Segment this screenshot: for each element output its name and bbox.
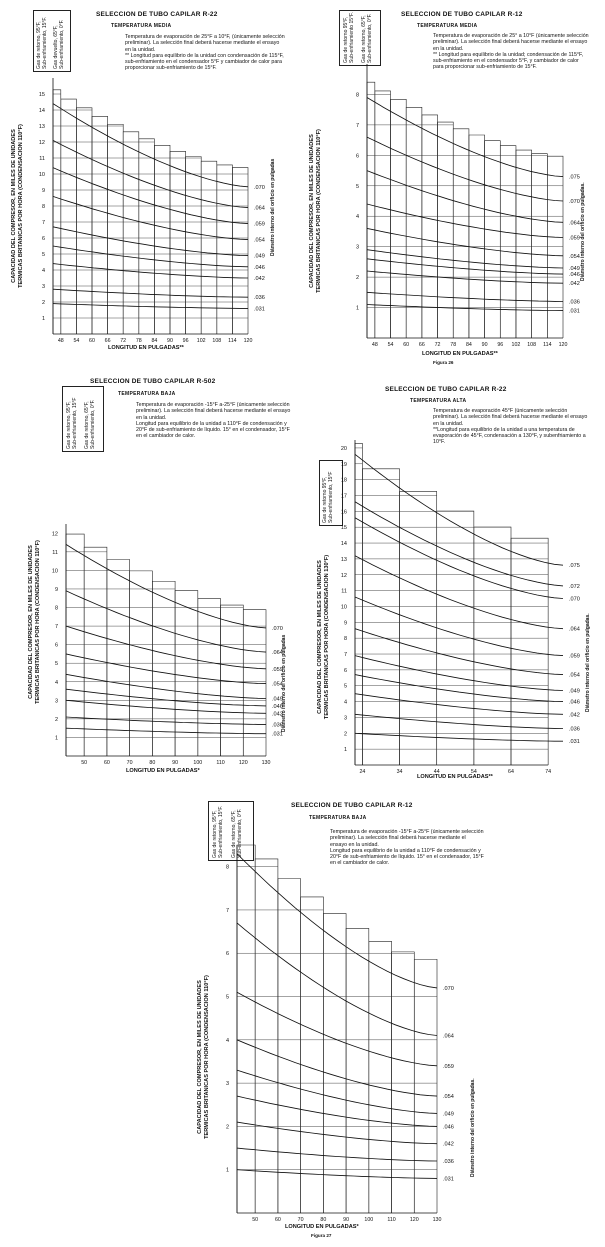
x-tick-label: 96: [497, 342, 504, 348]
series-label: .064: [272, 650, 283, 657]
x-tick-label: 70: [126, 760, 133, 766]
conditions-left-text: Gas de retorno, 95°F, Sub-enfriamiento, 15°F: [66, 397, 78, 449]
chart-note: Temperatura de evaporación 45°F (únicamente selección preliminar). La selección final deberá hacerse mediante el ensayo en la unidad. **Longitud para equilibrio de la unidad a una temperatura de evaporación de 45°F, condensación a 130°F, y subenfriamiento a 10°F.: [433, 408, 588, 446]
series-line: [237, 1148, 437, 1161]
conditions-left-text: Gas de retorno, 95°F, Sub-enfriamiento, 15°F.: [212, 805, 224, 858]
y-tick-label: 4: [225, 1037, 229, 1044]
y-tick-label: 9: [54, 586, 58, 593]
series-label: .042: [443, 1141, 454, 1148]
y-tick-label: 10: [340, 604, 347, 611]
series-label: .046: [254, 264, 265, 271]
series-label: .070: [443, 985, 454, 992]
series-label: .049: [272, 696, 283, 703]
series-line: [237, 854, 437, 988]
x-tick-label: 102: [196, 338, 206, 344]
y-tick-label: 2: [225, 1124, 229, 1131]
y-tick-label: 3: [41, 284, 45, 290]
y-tick-label: 1: [225, 1167, 229, 1174]
series-line: [53, 246, 248, 267]
series-line: [355, 714, 563, 728]
series-line: [355, 694, 563, 715]
chart-note: Temperatura de evaporación -15°F a-25°F (únicamente selección preliminar). La selección final deberá hacerse mediante el ensayo en la unidad. Longitud para equilibrio de la unidad a 110°F de condensación y 20°F de sub-enfriamiento de líquido. 15° en el condensador, 15°F en el cambiador de calor.: [136, 402, 291, 440]
y-tick-label: 12: [51, 531, 58, 538]
y-tick-label: 7: [41, 220, 45, 226]
chart-subtitle: TEMPERATURA BAJA: [118, 391, 176, 397]
chart-title: SELECCION DE TUBO CAPILAR R-22: [385, 386, 507, 393]
x-tick-label: 34: [396, 769, 403, 775]
y-tick-label: 5: [343, 683, 347, 690]
x-tick-label: 48: [57, 338, 64, 344]
series-label: .036: [569, 726, 580, 733]
series-line: [367, 204, 563, 238]
grid-column: [367, 82, 375, 338]
chart-title: SELECCION DE TUBO CAPILAR R-12: [401, 11, 523, 18]
grid-column: [453, 129, 469, 338]
series-line: [367, 98, 563, 177]
grid-column: [323, 914, 346, 1213]
series-label: .036: [272, 722, 283, 729]
x-tick-label: 102: [511, 342, 521, 348]
grid-column: [170, 151, 186, 334]
y-tick-label: 5: [54, 661, 58, 668]
y-tick-label: 8: [225, 864, 229, 871]
y-tick-label: 5: [355, 183, 359, 190]
x-tick-label: 72: [434, 342, 441, 348]
series-label: .059: [569, 653, 580, 660]
y-tick-label: 1: [343, 747, 347, 754]
x-tick-label: 90: [167, 338, 173, 344]
right-axis-label: Diámetro interno del orificio en pulgadas: [281, 634, 287, 732]
conditions-right-text: Gas de retorno, 65°F, Sub-enfriamiento, 0°F.: [361, 13, 373, 63]
x-tick-label: 110: [387, 1217, 396, 1223]
series-line: [66, 700, 266, 713]
series-line: [367, 228, 563, 255]
y-tick-label: 8: [41, 204, 45, 210]
x-tick-label: 78: [135, 338, 142, 344]
x-tick-label: 96: [182, 338, 189, 344]
chart-panel: [195, 797, 487, 1243]
x-tick-label: 120: [558, 342, 568, 348]
y-axis-label: CAPACIDAD DEL COMPRESOR, EN MILES DE UNIDADES TERMICAS BRITANICAS POR HORA (CONDENSACION 130°F): [317, 554, 330, 720]
chart-plot: [305, 6, 593, 360]
grid-column: [123, 132, 139, 334]
x-tick-label: 84: [151, 338, 158, 344]
y-tick-label: 4: [343, 699, 347, 706]
y-tick-label: 3: [225, 1081, 229, 1088]
y-tick-label: 9: [41, 188, 45, 194]
series-label: .049: [569, 688, 580, 695]
grid-column: [362, 469, 399, 765]
grid-column: [108, 124, 124, 334]
series-line: [66, 717, 266, 724]
x-tick-label: 84: [465, 342, 472, 348]
series-line: [367, 137, 563, 201]
series-label: .059: [254, 221, 265, 228]
x-tick-label: 90: [172, 760, 179, 766]
x-axis-label: LONGITUD EN PULGADAS*: [285, 1224, 359, 1230]
x-tick-label: 74: [545, 769, 552, 775]
conditions-left-text: Gas de retorno 95°F, Sub-enfriamiento, 15°F: [322, 471, 334, 523]
grid-column: [175, 591, 198, 756]
y-tick-label: 2: [41, 300, 45, 306]
series-line: [53, 289, 248, 297]
grid-column: [438, 122, 454, 338]
series-label: .049: [443, 1111, 454, 1118]
series-line: [355, 656, 563, 691]
series-line: [66, 591, 266, 652]
x-axis-label: LONGITUD EN PULGADAS*: [126, 768, 200, 774]
series-label: .064: [569, 220, 580, 227]
series-line: [367, 292, 563, 301]
series-line: [355, 556, 563, 629]
x-tick-label: 78: [450, 342, 457, 348]
series-label: .072: [569, 583, 580, 590]
series-label: .064: [569, 626, 580, 633]
series-label: .046: [443, 1124, 454, 1131]
series-line: [367, 250, 563, 268]
grid-column: [301, 897, 324, 1213]
y-tick-label: 18: [340, 477, 347, 484]
y-tick-label: 20: [340, 445, 347, 452]
y-tick-label: 7: [225, 907, 229, 914]
x-tick-label: 50: [81, 760, 88, 766]
y-tick-label: 12: [38, 140, 45, 146]
series-line: [53, 104, 248, 187]
conditions-right-text: Gas devuelto, 65°F, Sub-enfriamiento, 0°F.: [53, 19, 65, 69]
grid-column: [392, 952, 415, 1213]
y-tick-label: 6: [355, 153, 359, 160]
grid-column: [76, 108, 92, 334]
x-tick-label: 80: [320, 1217, 327, 1223]
x-tick-label: 70: [297, 1217, 304, 1223]
grid-column: [61, 99, 77, 334]
x-tick-label: 24: [359, 769, 366, 775]
x-tick-label: 60: [403, 342, 410, 348]
grid-column: [255, 859, 278, 1213]
grid-column: [237, 845, 255, 1213]
series-label: .042: [569, 281, 580, 288]
y-tick-label: 4: [41, 268, 45, 274]
chart-subtitle: TEMPERATURA MEDIA: [111, 23, 172, 29]
y-tick-label: 17: [340, 493, 347, 500]
y-tick-label: 1: [54, 735, 58, 742]
figure-caption: Figura 26: [433, 360, 454, 365]
y-tick-label: 15: [38, 92, 45, 98]
y-tick-label: 19: [340, 461, 347, 468]
y-tick-label: 8: [343, 636, 347, 643]
series-label: .054: [272, 681, 283, 688]
y-tick-label: 5: [41, 252, 45, 258]
series-label: .070: [569, 596, 580, 603]
x-tick-label: 130: [261, 760, 271, 766]
grid-column: [92, 116, 108, 334]
grid-column: [369, 941, 392, 1213]
grid-column: [154, 145, 170, 334]
y-tick-label: 2: [54, 716, 58, 723]
x-axis-label: LONGITUD EN PULGADAS**: [422, 351, 498, 357]
chart-plot: [305, 382, 597, 782]
x-tick-label: 114: [543, 342, 552, 348]
chart-subtitle: TEMPERATURA MEDIA: [417, 23, 478, 29]
series-line: [355, 597, 563, 656]
y-tick-label: 6: [225, 951, 229, 958]
series-label: .064: [254, 205, 265, 212]
grid-column: [139, 139, 155, 334]
x-tick-label: 120: [409, 1217, 419, 1223]
y-tick-label: 3: [54, 698, 58, 705]
series-line: [237, 1170, 437, 1179]
series-label: .031: [569, 308, 580, 315]
y-tick-label: 9: [343, 620, 347, 627]
x-tick-label: 60: [103, 760, 110, 766]
conditions-left-text: Gas de retorno 95°F, Sub-enfriamiento 15°F.: [343, 12, 355, 63]
chart-note: Temperatura de evaporación de 25° a 10°F (únicamente selección preliminar). La selección final deberá hacerse mediante el ensayo en la unidad. ** Longitud para equilibrio de la unidad; condensación de 115°F, sub-enfriamiento en el condensador 5°F, y cambiador de calor para proporcionar sub-enfriamiento de 15°F.: [433, 33, 589, 71]
y-tick-label: 6: [343, 667, 347, 674]
x-tick-label: 130: [432, 1217, 442, 1223]
chart-plot: [8, 372, 294, 777]
chart-plot: [195, 797, 487, 1243]
grid-column: [346, 928, 369, 1213]
series-label: .075: [569, 563, 580, 570]
y-tick-label: 6: [54, 642, 58, 649]
right-axis-label: Diámetro interno del orificio en pulgadas: [270, 158, 276, 256]
x-tick-label: 60: [274, 1217, 281, 1223]
x-tick-label: 66: [104, 338, 111, 344]
series-label: .042: [272, 711, 283, 718]
x-axis-label: LONGITUD EN PULGADAS**: [417, 774, 493, 780]
x-tick-label: 72: [120, 338, 127, 344]
series-line: [53, 304, 248, 309]
x-tick-label: 90: [481, 342, 488, 348]
y-tick-label: 11: [39, 156, 45, 162]
y-tick-label: 8: [355, 92, 359, 99]
series-line: [355, 518, 563, 599]
x-tick-label: 100: [364, 1217, 374, 1223]
y-tick-label: 3: [355, 244, 359, 251]
series-label: .031: [254, 306, 265, 313]
series-label: .059: [272, 666, 283, 673]
x-tick-label: 48: [371, 342, 378, 348]
x-tick-label: 80: [149, 760, 156, 766]
x-tick-label: 54: [387, 342, 394, 348]
grid-column: [278, 879, 301, 1213]
series-label: .031: [569, 739, 580, 746]
y-axis-label: CAPACIDAD DEL COMPRESOR, EN MILES DE UNIDADES TERMICAS BRITANICAS POR HORA (CONDENSACION 110°F): [309, 129, 322, 293]
y-tick-label: 10: [38, 172, 45, 178]
y-tick-label: 13: [38, 124, 45, 130]
series-line: [66, 728, 266, 734]
series-label: .046: [272, 703, 283, 710]
chart-panel: [8, 372, 294, 777]
grid-column: [474, 527, 511, 765]
right-axis-label: Diámetro interno del orificio en pulgadas.: [470, 1078, 476, 1177]
chart-title: SELECCION DE TUBO CAPILAR R-502: [90, 378, 216, 385]
x-tick-label: 90: [343, 1217, 350, 1223]
x-tick-label: 108: [527, 342, 537, 348]
grid-column: [400, 491, 437, 765]
x-tick-label: 64: [508, 769, 514, 775]
y-tick-label: 1: [355, 305, 359, 312]
series-label: .046: [569, 272, 580, 279]
y-tick-label: 3: [343, 715, 347, 722]
grid-column: [84, 547, 107, 756]
series-label: .046: [569, 699, 580, 706]
series-line: [53, 168, 248, 224]
grid-column: [66, 534, 84, 756]
y-tick-label: 7: [54, 624, 58, 631]
series-line: [237, 923, 437, 1036]
y-tick-label: 15: [340, 525, 347, 532]
y-tick-label: 11: [341, 588, 347, 595]
series-label: .049: [254, 253, 265, 260]
y-tick-label: 10: [51, 568, 58, 575]
chart-title: SELECCION DE TUBO CAPILAR R-12: [291, 802, 413, 809]
conditions-left-text: Gas de retorno, 95°F, Sub-enfriamiento, 15°F.: [36, 16, 48, 69]
y-tick-label: 2: [343, 731, 347, 738]
y-axis-label: CAPACIDAD DEL COMPRESOR, EN MILES DE UNIDADES TERMICAS BRITANICAS POR HORA (CONDENSACION 110°F): [197, 975, 210, 1139]
chart-note: Temperatura de evaporación de 25°F a 10°F, (únicamente selección preliminar). La selección final deberá hacerse mediante el ensayo en la unidad. ** Longitud para equilibrio de la unidad con condensación de 115°F, sub-enfriamiento en el condensador 5°F y cambiador de calor para proporcionar sub-enfriamiento de 15°F.: [125, 34, 285, 72]
y-tick-label: 13: [340, 556, 347, 563]
series-line: [355, 733, 563, 741]
series-label: .036: [443, 1159, 454, 1166]
y-tick-label: 8: [54, 605, 58, 612]
figure-caption: Figura 27: [311, 1233, 332, 1238]
series-label: .070: [272, 625, 283, 632]
series-label: .064: [443, 1033, 454, 1040]
chart-panel: [305, 382, 597, 782]
x-tick-label: 110: [216, 760, 225, 766]
grid-column: [355, 443, 362, 765]
series-line: [355, 629, 563, 675]
x-tick-label: 100: [193, 760, 203, 766]
grid-column: [375, 91, 391, 338]
series-label: .042: [254, 276, 265, 282]
series-label: .054: [569, 253, 580, 260]
series-line: [66, 674, 266, 698]
grid-column: [130, 571, 153, 756]
grid-column: [422, 115, 438, 338]
x-tick-label: 66: [418, 342, 425, 348]
y-tick-label: 16: [340, 509, 347, 516]
series-label: .049: [569, 265, 580, 272]
y-tick-label: 7: [343, 652, 347, 659]
grid-column: [232, 168, 248, 334]
series-line: [355, 454, 563, 565]
right-axis-label: Diámetro interno del orificio en pulgadas.: [580, 182, 586, 281]
grid-column: [406, 107, 422, 338]
x-tick-label: 60: [89, 338, 95, 344]
series-label: .059: [443, 1063, 454, 1070]
x-tick-label: 120: [238, 760, 248, 766]
grid-column: [391, 99, 407, 338]
series-label: .054: [254, 237, 265, 244]
chart-subtitle: TEMPERATURA ALTA: [410, 398, 467, 404]
x-tick-label: 54: [470, 769, 477, 775]
series-line: [237, 1122, 437, 1144]
conditions-right-text: Gas de retorno, 65°F, Sub-enfriamiento, 0°F.: [84, 399, 96, 449]
series-label: .054: [569, 672, 580, 679]
x-tick-label: 50: [252, 1217, 259, 1223]
grid-column: [53, 90, 61, 334]
y-tick-label: 5: [225, 994, 229, 1001]
series-label: .070: [254, 184, 265, 191]
y-tick-label: 4: [54, 679, 58, 686]
series-line: [355, 502, 563, 586]
x-tick-label: 54: [73, 338, 80, 344]
y-tick-label: 11: [52, 549, 58, 556]
y-tick-label: 7: [355, 122, 359, 129]
series-label: .042: [569, 712, 580, 719]
right-axis-label: Diámetro interno del orificio en pulgadas.: [585, 613, 591, 712]
y-tick-label: 6: [41, 236, 45, 242]
series-label: .031: [272, 731, 283, 738]
grid-column: [485, 141, 501, 338]
x-axis-label: LONGITUD EN PULGADAS**: [108, 345, 184, 351]
series-label: .059: [569, 235, 580, 242]
y-tick-label: 4: [355, 214, 359, 221]
conditions-right-text: Gas de retorno, 65°F, Sub-enfriamiento, 0°F.: [231, 808, 243, 858]
y-tick-label: 12: [340, 572, 347, 579]
chart-note: Temperatura de evaporación -15°F a-25°F (únicamente selección preliminar). La selección final deberá hacerse mediante el ensayo en la unidad. Longitud para equilibrio de la unidad a 110°F de condensación y 20°F de sub-enfriamiento de líquido. 15° en el condensador, 15°F en el cambiador de calor.: [330, 829, 484, 867]
x-tick-label: 120: [243, 338, 253, 344]
series-label: .054: [443, 1094, 454, 1101]
series-label: .031: [443, 1176, 454, 1183]
series-line: [66, 544, 266, 628]
chart-panel: [305, 6, 593, 365]
series-label: .036: [569, 299, 580, 306]
chart-subtitle: TEMPERATURA BAJA: [309, 815, 367, 821]
series-line: [237, 1040, 437, 1096]
grid-column: [414, 959, 437, 1213]
x-tick-label: 44: [433, 769, 440, 775]
series-label: .075: [569, 174, 580, 181]
y-tick-label: 14: [38, 108, 45, 114]
y-axis-label: CAPACIDAD DEL COMPRESOR, EN MILES DE UNIDADES TERMICAS BRITANICAS POR HORA (CONDENSACION 110°F): [11, 124, 24, 288]
series-label: .036: [254, 295, 265, 302]
y-tick-label: 2: [355, 275, 359, 282]
chart-title: SELECCION DE TUBO CAPILAR R-22: [96, 11, 218, 18]
series-line: [53, 227, 248, 256]
series-line: [66, 626, 266, 669]
y-axis-label: CAPACIDAD DEL COMPRESOR, EN MILES DE UNIDADES TERMICAS BRITANICAS POR HORA (CONDENSACION 110°F): [28, 540, 41, 704]
x-tick-label: 114: [228, 338, 237, 344]
y-tick-label: 1: [41, 316, 45, 322]
chart-panel: [8, 6, 288, 354]
x-tick-label: 108: [212, 338, 222, 344]
y-tick-label: 14: [340, 541, 347, 548]
series-label: .070: [569, 199, 580, 205]
chart-plot: [8, 6, 288, 354]
